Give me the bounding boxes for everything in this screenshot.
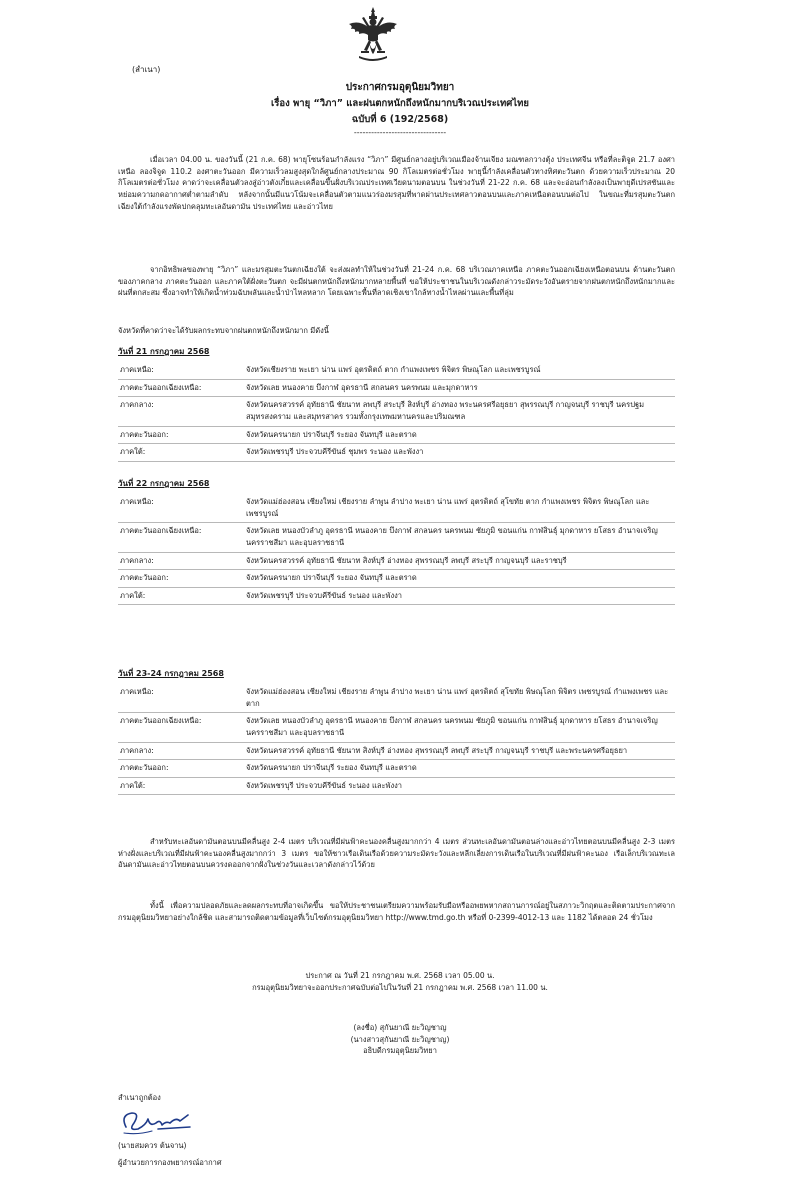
region-name: ภาคตะวันออกเฉียงเหนือ: <box>120 716 202 726</box>
certify-label: สำเนาถูกต้อง <box>118 1093 161 1102</box>
region-row <box>118 778 675 796</box>
region-row <box>118 444 675 462</box>
paragraph-storm: เมื่อเวลา 04.00 น. ของวันนี้ (21 ก.ค. 68) พายุโซนร้อนกำลังแรง “วิภา” มีศูนย์กลางอยู่บริเวณเมืองจ้านเจียง มณฑลกวางตุ้ง ประเทศจีน หรือที่ละติจูด 21.7 องศาเหนือ ลองจิจูด 110.2 องศาตะวันออก มีความเร็วลมสูงสุดใกล้ศูนย์กลางประมาณ 90 กิโลเมตรต่อชั่วโมง พายุนี้กำลังเคลื่อนตัวทางทิศตะวันตก ด้วยความเร็วประมาณ 20 กิโลเมตรต่อชั่วโมง คาดว่าจะเคลื่อนตัวลงสู่อ่าวตังเกี๋ยและเคลื่อนขึ้นฝั่งบริเวณประเทศเวียดนามตอนบน ในช่วงวันที่ 21-22 ก.ค. 68 และจะอ่อนกำลังลงเป็นพายุดีเปรสชันและหย่อมความกดอากาศต่ำตามลำดับ หลังจากนั้นมีแนวโน้มจะเคลื่อนตัวตามแนวร่องมรสุมที่พาดผ่านประเทศลาวตอนบนและภาคเหนือตอนบนต่อไป ในขณะที่มรสุมตะวันตกเฉียงใต้กำลังแรงพัดปกคลุมทะเลอันดามัน ประเทศไทย และอ่าวไทย <box>118 155 675 211</box>
region-row <box>118 523 675 552</box>
region-row <box>118 570 675 588</box>
region-provinces: จังหวัดเลย หนองบัวลำภู อุดรธานี หนองคาย บึงกาฬ สกลนคร นครพนม ชัยภูมิ ขอนแก่น กาฬสินธุ์ มุกดาหาร ยโสธร อำนาจเจริญ นครราชสีมา และอุบลราชธานี <box>246 526 658 547</box>
region-name: ภาคตะวันออก: <box>120 763 169 773</box>
garuda-emblem-icon <box>347 6 399 66</box>
document-title: ประกาศกรมอุตุนิยมวิทยา <box>345 82 455 93</box>
document-issue: ฉบับที่ 6 (192/2568) <box>351 114 449 125</box>
region-name: ภาคเหนือ: <box>120 687 154 696</box>
signatory-name: (นางสาวสุกันยาณี ยะวิญชาญ) <box>350 1034 450 1044</box>
region-row <box>118 397 675 426</box>
region-table-day-3 <box>118 684 675 795</box>
day-title: วันที่ 21 กรกฎาคม 2568 <box>118 347 210 356</box>
region-row <box>118 760 675 778</box>
region-name: ภาคตะวันออกเฉียงเหนือ: <box>120 526 202 536</box>
next-announcement: กรมอุตุนิยมวิทยาจะออกประกาศฉบับต่อไปในวันที่ 21 กรกฎาคม พ.ศ. 2568 เวลา 11.00 น. <box>252 982 548 992</box>
day-title: วันที่ 22 กรกฎาคม 2568 <box>118 479 210 488</box>
region-provinces: จังหวัดแม่ฮ่องสอน เชียงใหม่ เชียงราย ลำพูน ลำปาง พะเยา น่าน แพร่ อุตรดิตถ์ สุโขทัย พิษณุโลก พิจิตร เพชรบูรณ์ กำแพงเพชร และตาก <box>246 687 669 708</box>
paragraph-marine-warning: สำหรับทะเลอันดามันตอนบนมีคลื่นสูง 2-4 เมตร บริเวณที่มีฝนฟ้าคะนองคลื่นสูงมากกว่า 4 เมตร ส่วนทะเลอันดามันตอนล่างและอ่าวไทยตอนบนมีคลื่นสูง 2-3 เมตร ห่างฝั่งและบริเวณที่มีฝนฟ้าคะนองคลื่นสูงมากกว่า 3 เมตร ขอให้ชาวเรือเดินเรือด้วยความระมัดระวังและหลีกเลี่ยงการเดินเรือในบริเวณที่มีฝนฟ้าคะนอง เรือเล็กบริเวณทะเลอันดามันและอ่าวไทยตอนบนควรงดออกจากฝั่งในช่วงวันและเวลาดังกล่าวไว้ด้วย <box>118 837 675 870</box>
region-row <box>118 427 675 445</box>
region-name: ภาคใต้: <box>120 780 146 790</box>
region-provinces: จังหวัดเลย หนองคาย บึงกาฬ อุดรธานี สกลนคร นครพนม และมุกดาหาร <box>246 382 478 392</box>
region-provinces: จังหวัดนครนายก ปราจีนบุรี ระยอง จันทบุรี และตราด <box>246 573 417 583</box>
region-table-day-1 <box>118 362 675 462</box>
region-name: ภาคตะวันออก: <box>120 573 169 583</box>
region-name: ภาคเหนือ: <box>120 365 154 374</box>
region-provinces: จังหวัดแม่ฮ่องสอน เชียงใหม่ เชียงราย ลำพูน ลำปาง พะเยา น่าน แพร่ อุตรดิตถ์ สุโขทัย ตาก กำแพงเพชร พิจิตร พิษณุโลก และเพชรบูรณ์ <box>246 497 650 518</box>
region-name: ภาคตะวันออกเฉียงเหนือ: <box>120 382 202 392</box>
region-provinces: จังหวัดนครนายก ปราจีนบุรี ระยอง จันทบุรี และตราด <box>246 429 417 439</box>
document-header <box>0 80 800 138</box>
region-name: ภาคกลาง: <box>120 745 154 755</box>
region-provinces: จังหวัดเลย หนองบัวลำภู อุดรธานี หนองคาย บึงกาฬ สกลนคร นครพนม ชัยภูมิ ขอนแก่น กาฬสินธุ์ มุกดาหาร ยโสธร อำนาจเจริญ นครราชสีมา และอุบลราชธานี <box>246 716 658 737</box>
region-name: ภาคเหนือ: <box>120 497 154 506</box>
region-name: ภาคตะวันออก: <box>120 429 169 439</box>
region-provinces: จังหวัดเชียงราย พะเยา น่าน แพร่ อุตรดิตถ์ ตาก กำแพงเพชร พิจิตร พิษณุโลก และเพชรบูรณ์ <box>246 365 541 374</box>
region-row <box>118 588 675 606</box>
copy-mark: (สำเนา) <box>132 65 161 74</box>
certifier-name: (นายสมควร ต้นจาน) <box>118 1141 187 1150</box>
signatory-block <box>0 1022 800 1057</box>
region-row <box>118 362 675 380</box>
region-row <box>118 553 675 571</box>
region-provinces: จังหวัดเพชรบุรี ประจวบคีรีขันธ์ ระนอง และพังงา <box>246 590 402 600</box>
region-provinces: จังหวัดนครสวรรค์ อุทัยธานี ชัยนาท สิงห์บุรี อ่างทอง สุพรรณบุรี ลพบุรี สระบุรี กาญจนบุรี และราชบุรี <box>246 555 567 565</box>
region-name: ภาคใต้: <box>120 590 146 600</box>
paragraph-provinces-intro: จังหวัดที่คาดว่าจะได้รับผลกระทบจากฝนตกหนักถึงหนักมาก มีดังนี้ <box>118 326 329 335</box>
region-name: ภาคใต้: <box>120 447 146 457</box>
region-provinces: จังหวัดนครสวรรค์ อุทัยธานี ชัยนาท ลพบุรี สระบุรี สิงห์บุรี อ่างทอง พระนครศรีอยุธยา สุพรรณบุรี กาญจนบุรี ราชบุรี นครปฐม สมุทรสงคราม และสมุทรสาคร รวมทั้งกรุงเทพมหานครและปริมณฑล <box>246 400 645 421</box>
region-provinces: จังหวัดนครนายก ปราจีนบุรี ระยอง จันทบุรี และตราด <box>246 763 417 773</box>
announcement-date-block <box>0 970 800 993</box>
region-name: ภาคกลาง: <box>120 400 154 410</box>
region-table-day-2 <box>118 494 675 605</box>
paragraph-impact: จากอิทธิพลของพายุ “วิภา” และมรสุมตะวันตกเฉียงใต้ จะส่งผลทำให้ในช่วงวันที่ 21-24 ก.ค. 68 บริเวณภาคเหนือ ภาคตะวันออกเฉียงเหนือตอนบน ด้านตะวันตกของภาคกลาง ภาคตะวันออก และภาคใต้ฝั่งตะวันตก จะมีฝนตกหนักถึงหนักมากหลายพื้นที่ ขอให้ประชาชนในบริเวณดังกล่าวระมัดระวังอันตรายจากฝนตกหนักถึงหนักมากและฝนที่ตกสะสม ซึ่งอาจทำให้เกิดน้ำท่วมฉับพลันและน้ำป่าไหลหลาก โดยเฉพาะพื้นที่ลาดเชิงเขาใกล้ทางน้ำไหลผ่านและพื้นที่ลุ่ม <box>118 265 675 298</box>
paragraph-safety-advice: ทั้งนี้ เพื่อความปลอดภัยและลดผลกระทบที่อาจเกิดขึ้น ขอให้ประชาชนเตรียมความพร้อมรับมือหรืออพยพหากสถานการณ์อยู่ในสภาวะวิกฤตและติดตามประกาศจากกรมอุตุนิยมวิทยาอย่างใกล้ชิด และสามารถติดตามข้อมูลที่เว็บไซต์กรมอุตุนิยมวิทยา http://www.tmd.go.th หรือที่ 0-2399-4012-13 และ 1182 ได้ตลอด 24 ชั่วโมง <box>118 901 675 922</box>
region-name: ภาคกลาง: <box>120 555 154 565</box>
handwritten-signature <box>118 1105 198 1139</box>
announcement-date: ประกาศ ณ วันที่ 21 กรกฎาคม พ.ศ. 2568 เวลา 05.00 น. <box>305 971 495 980</box>
signatory-position: อธิบดีกรมอุตุนิยมวิทยา <box>363 1046 437 1056</box>
day-title: วันที่ 23-24 กรกฎาคม 2568 <box>118 669 224 678</box>
document-subject: เรื่อง พายุ “วิภา” และฝนตกหนักถึงหนักมากบริเวณประเทศไทย <box>271 98 529 109</box>
region-row <box>118 743 675 761</box>
header-rule: -------------------------------- <box>353 128 447 137</box>
region-row <box>118 380 675 398</box>
region-row <box>118 494 675 523</box>
certifier-position: ผู้อำนวยการกองพยากรณ์อากาศ <box>118 1158 222 1167</box>
region-provinces: จังหวัดเพชรบุรี ประจวบคีรีขันธ์ ชุมพร ระนอง และพังงา <box>246 447 424 457</box>
region-provinces: จังหวัดนครสวรรค์ อุทัยธานี ชัยนาท สิงห์บุรี อ่างทอง สุพรรณบุรี ลพบุรี สระบุรี กาญจนบุรี ราชบุรี และพระนครศรีอยุธยา <box>246 745 628 755</box>
region-row <box>118 713 675 742</box>
signatory-signed: (ลงชื่อ) สุกันยาณี ยะวิญชาญ <box>353 1023 447 1032</box>
region-provinces: จังหวัดเพชรบุรี ประจวบคีรีขันธ์ ระนอง และพังงา <box>246 780 402 790</box>
region-row <box>118 684 675 713</box>
